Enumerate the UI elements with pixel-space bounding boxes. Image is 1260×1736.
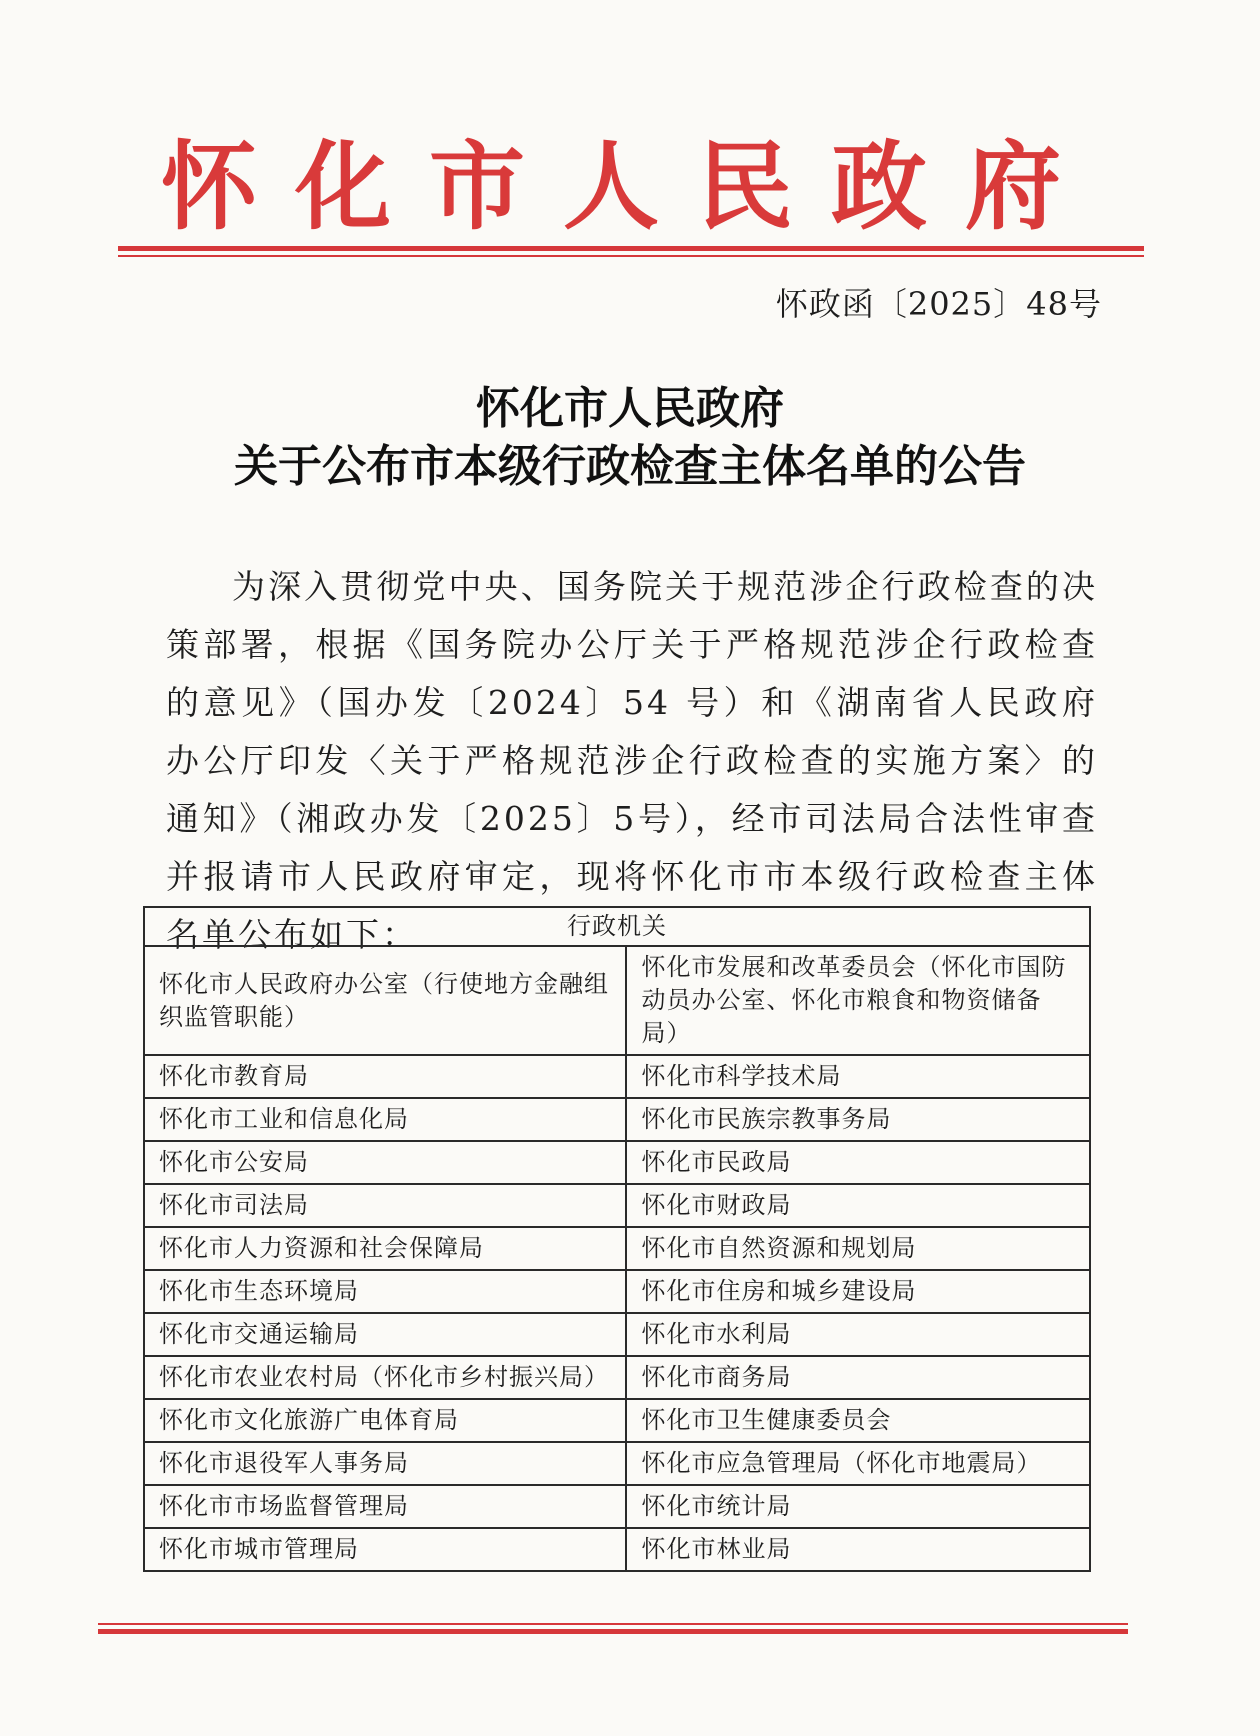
agency-cell-right: 怀化市林业局: [626, 1528, 1090, 1571]
body-paragraph: 为深入贯彻党中央、国务院关于规范涉企行政检查的决策部署，根据《国务院办公厅关于严格规范涉企行政检查的意见》（国办发〔2024〕54 号）和《湖南省人民政府办公厅印发〈关于严格规范涉企行政检查的实施方案〉的通知》（湘政办发〔2025〕5号），经市司法局合法性审查并报请市人民政府审定，现将怀化市市本级行政检查主体名单公布如下：: [166, 567, 1098, 954]
agency-cell-right: 怀化市水利局: [626, 1313, 1090, 1356]
title-line-2: 关于公布市本级行政检查主体名单的公告: [234, 441, 1026, 492]
table-row: [144, 1270, 1090, 1313]
table-row: [144, 1442, 1090, 1485]
table-row: [144, 1227, 1090, 1270]
red-rule-thick: [98, 1629, 1128, 1634]
agency-cell-right: 怀化市住房和城乡建设局: [626, 1270, 1090, 1313]
agency-cell-right: 怀化市科学技术局: [626, 1055, 1090, 1098]
table-row: [144, 1399, 1090, 1442]
agency-cell-right: 怀化市统计局: [626, 1485, 1090, 1528]
document-number: 怀政函〔2025〕48号: [775, 285, 1102, 323]
agency-cell-right: 怀化市应急管理局（怀化市地震局）: [626, 1442, 1090, 1485]
table-row: [144, 1184, 1090, 1227]
agency-cell-left: 怀化市人民政府办公室（行使地方金融组织监管职能）: [144, 946, 626, 1055]
agency-cell-left: 怀化市教育局: [144, 1055, 626, 1098]
table-row: [144, 946, 1090, 1055]
agency-cell-left: 怀化市工业和信息化局: [144, 1098, 626, 1141]
table-row: [144, 1356, 1090, 1399]
title-line-1: 怀化市人民政府: [476, 383, 784, 434]
agency-cell-right: 怀化市商务局: [626, 1356, 1090, 1399]
agency-cell-left: 怀化市文化旅游广电体育局: [144, 1399, 626, 1442]
agency-cell-left: 怀化市农业农村局（怀化市乡村振兴局）: [144, 1356, 626, 1399]
table-row: [144, 1141, 1090, 1184]
agency-cell-left: 怀化市公安局: [144, 1141, 626, 1184]
red-separator-top: [118, 246, 1144, 257]
agency-cell-left: 怀化市城市管理局: [144, 1528, 626, 1571]
agency-cell-right: 怀化市自然资源和规划局: [626, 1227, 1090, 1270]
table-header-row: [144, 907, 1090, 946]
issuing-organization-header: 怀化市人民政府: [161, 131, 1099, 243]
table-row: [144, 1485, 1090, 1528]
table-row: [144, 1055, 1090, 1098]
agency-cell-right: 怀化市财政局: [626, 1184, 1090, 1227]
agency-cell-left: 怀化市生态环境局: [144, 1270, 626, 1313]
table-row: [144, 1098, 1090, 1141]
table-row: [144, 1313, 1090, 1356]
red-separator-bottom: [98, 1623, 1128, 1634]
table-body: [144, 946, 1090, 1571]
agency-cell-right: 怀化市民族宗教事务局: [626, 1098, 1090, 1141]
agency-cell-left: 怀化市交通运输局: [144, 1313, 626, 1356]
agency-cell-left: 怀化市市场监督管理局: [144, 1485, 626, 1528]
agency-list-table: [143, 906, 1091, 1572]
table-header-cell: 行政机关: [144, 907, 1090, 946]
agency-cell-right: 怀化市发展和改革委员会（怀化市国防动员办公室、怀化市粮食和物资储备局）: [626, 946, 1090, 1055]
agency-cell-left: 怀化市司法局: [144, 1184, 626, 1227]
agency-cell-right: 怀化市民政局: [626, 1141, 1090, 1184]
agency-cell-left: 怀化市人力资源和社会保障局: [144, 1227, 626, 1270]
agency-cell-left: 怀化市退役军人事务局: [144, 1442, 626, 1485]
red-rule-thin: [118, 255, 1144, 257]
document-title: [120, 380, 1140, 496]
agency-cell-right: 怀化市卫生健康委员会: [626, 1399, 1090, 1442]
table-row: [144, 1528, 1090, 1571]
